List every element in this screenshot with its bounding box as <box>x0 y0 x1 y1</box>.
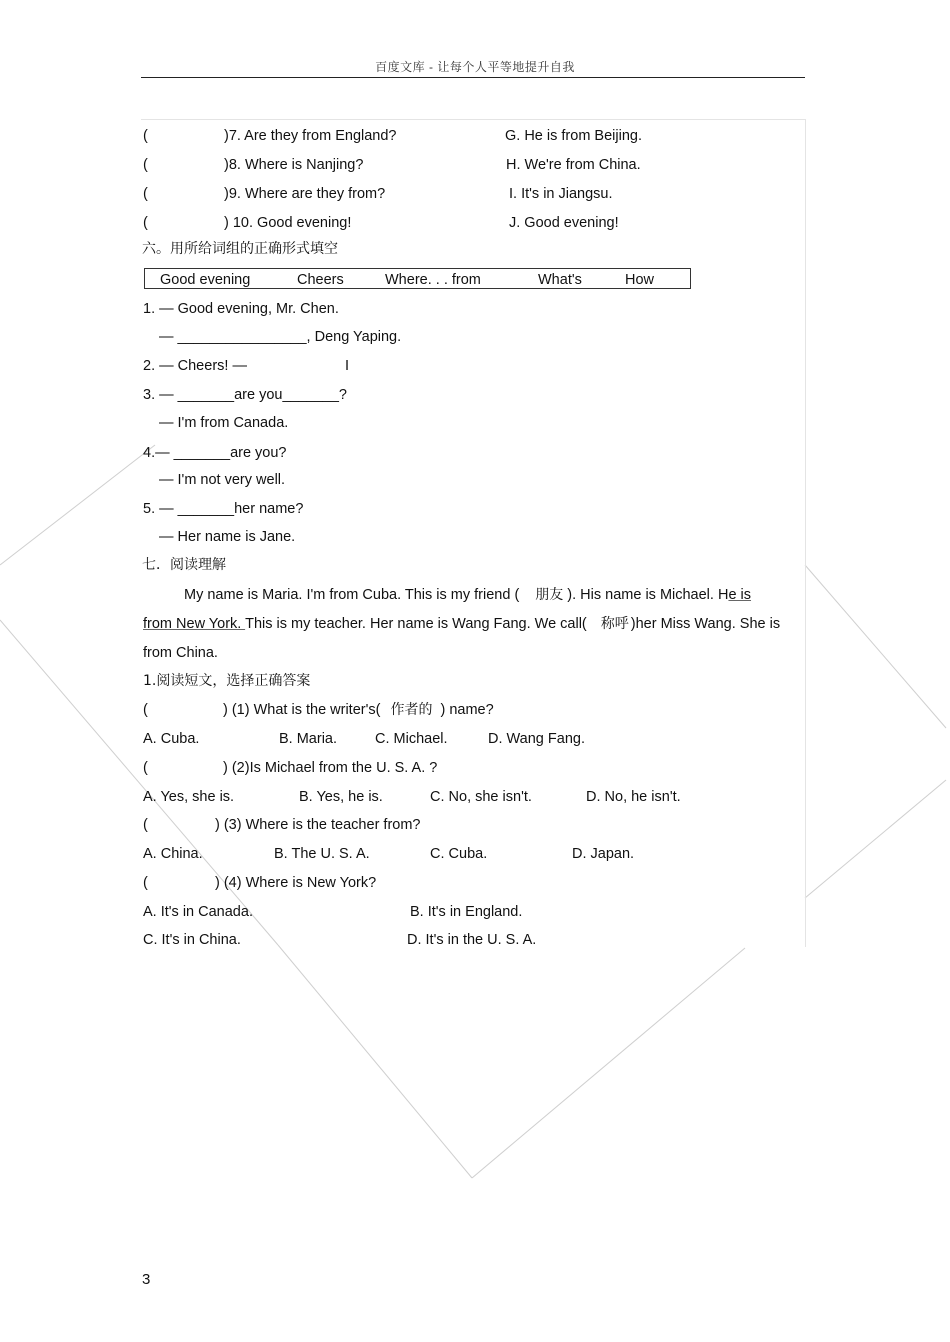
question-stem: ) (4) Where is New York? <box>215 875 377 891</box>
option: A. China. <box>143 846 203 862</box>
matching-answer: J. Good evening! <box>509 215 619 231</box>
exercise-line: I <box>345 358 350 374</box>
matching-question: )9. Where are they from? <box>224 186 386 202</box>
exercise-line: 1. — Good evening, Mr. Chen. <box>143 301 339 317</box>
matching-paren: ( <box>143 157 148 173</box>
matching-question: )7. Are they from England? <box>224 128 397 144</box>
option: D. It's in the U. S. A. <box>407 932 537 948</box>
option: C. No, she isn't. <box>430 789 532 805</box>
option: D. Japan. <box>572 846 635 862</box>
passage-text: This is my teacher. Her name is Wang Fang. We call( <box>245 616 587 632</box>
exercise-line: — ________________, Deng Yaping. <box>159 329 402 345</box>
option: B. Maria. <box>279 731 338 747</box>
word-bank-item: How <box>625 272 655 288</box>
passage-cn-gloss: 朋友 <box>535 587 564 603</box>
option: A. Cuba. <box>143 731 200 747</box>
word-bank-item: What's <box>538 272 582 288</box>
question-stem: ) (3) Where is the teacher from? <box>215 817 421 833</box>
option: C. It's in China. <box>143 932 241 948</box>
section6-title: 六。用所给词组的正确形式填空 <box>142 241 338 257</box>
passage-underlined: e is <box>728 587 752 603</box>
passage-line-3: from China. <box>143 645 218 661</box>
question-paren: ( <box>143 702 148 718</box>
option: A. Yes, she is. <box>143 789 235 805</box>
option: B. It's in England. <box>410 904 523 920</box>
exercise-line: — I'm not very well. <box>159 472 286 488</box>
passage-line-1 <box>184 586 751 604</box>
frame-right-border <box>805 119 806 947</box>
word-bank-item: Cheers <box>297 272 344 288</box>
option: C. Cuba. <box>430 846 488 862</box>
passage-text: My name is Maria. I'm from Cuba. This is my friend ( <box>184 587 520 603</box>
exercise-line: 5. — _______her name? <box>143 501 304 517</box>
question-stem <box>223 701 494 719</box>
question-text: ) name? <box>440 702 494 718</box>
option: B. Yes, he is. <box>299 789 383 805</box>
option: D. No, he isn't. <box>586 789 681 805</box>
matching-paren: ( <box>143 128 148 144</box>
matching-paren: ( <box>143 186 148 202</box>
word-bank-item: Where. . . from <box>385 272 481 288</box>
option: B. The U. S. A. <box>274 846 370 862</box>
option: C. Michael. <box>375 731 448 747</box>
matching-answer: I. It's in Jiangsu. <box>509 186 613 202</box>
question-paren: ( <box>143 760 148 776</box>
exercise-line: 4.— _______are you? <box>143 445 287 461</box>
header-rule <box>141 77 805 78</box>
matching-paren: ( <box>143 215 148 231</box>
matching-answer: G. He is from Beijing. <box>505 128 642 144</box>
exercise-line: — Her name is Jane. <box>159 529 296 545</box>
passage-text: ). His name is Michael. H <box>567 587 729 603</box>
exercise-line: — I'm from Canada. <box>159 415 289 431</box>
passage-text: )her Miss Wang. She is <box>630 616 781 632</box>
exercise-line: 2. — Cheers! — <box>143 358 247 374</box>
question-cn-gloss: 作者的 <box>390 702 433 718</box>
section7-subtitle: 1.阅读短文，选择正确答案 <box>143 673 311 689</box>
passage-cn-gloss: 称呼 <box>600 616 629 632</box>
exercise-line: 3. — _______are you_______? <box>143 387 347 403</box>
word-bank-item: Good evening <box>160 272 251 288</box>
option: D. Wang Fang. <box>488 731 585 747</box>
matching-answer: H. We're from China. <box>506 157 641 173</box>
question-paren: ( <box>143 817 148 833</box>
question-text: ) (1) What is the writer's( <box>223 702 381 718</box>
page-number: 3 <box>142 1271 151 1288</box>
passage-underlined: from New York. <box>143 616 246 632</box>
page-header: 百度文库 - 让每个人平等地提升自我 <box>375 60 575 74</box>
section7-title: 七．阅读理解 <box>142 557 226 573</box>
matching-question: )8. Where is Nanjing? <box>224 157 364 173</box>
passage-line-2 <box>143 615 780 633</box>
question-stem: ) (2)Is Michael from the U. S. A. ? <box>223 760 438 776</box>
question-paren: ( <box>143 875 148 891</box>
matching-question: ) 10. Good evening! <box>224 215 352 231</box>
option: A. It's in Canada. <box>143 904 253 920</box>
frame-top-border <box>141 119 805 120</box>
